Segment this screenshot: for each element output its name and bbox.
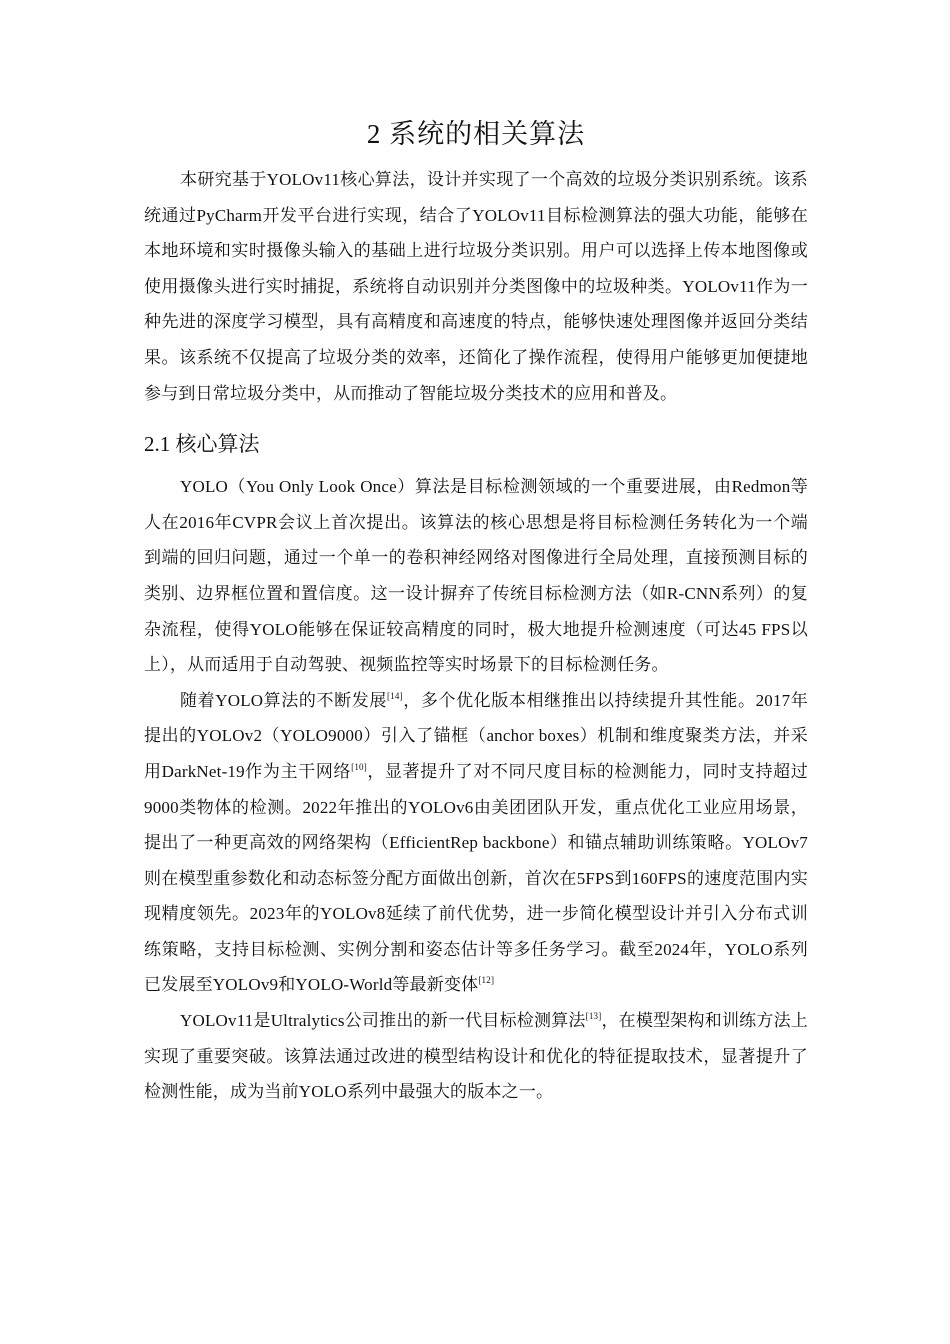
paragraph-text: ，在模型架构和训练方法上实现了重要突破。该算法通过改进的模型结构设计和优化的特征提取技术，显著提升了检测性能，成为当前YOLO系列中最强大的版本之一。 bbox=[144, 1011, 808, 1102]
intro-paragraph: 本研究基于YOLOv11核心算法，设计并实现了一个高效的垃圾分类识别系统。该系统通过PyCharm开发平台进行实现，结合了YOLOv11目标检测算法的强大功能，能够在本地环境和实时摄像头输入的基础上进行垃圾分类识别。用户可以选择上传本地图像或使用摄像头进行实时捕捉，系统将自动识别并分类图像中的垃圾种类。YOLOv11作为一种先进的深度学习模型，具有高精度和高速度的特点，能够快速处理图像并返回分类结果。该系统不仅提高了垃圾分类的效率，还简化了操作流程，使得用户能够更加便捷地参与到日常垃圾分类中，从而推动了智能垃圾分类技术的应用和普及。 bbox=[144, 170, 808, 403]
paragraph-text: YOLOv11是Ultralytics公司推出的新一代目标检测算法 bbox=[180, 1011, 586, 1031]
citation-ref: [13] bbox=[585, 1011, 602, 1022]
paragraph-text: ，多个优化版本相继推出以持续提升其性能。2017年提出的YOLOv2（YOLO9000）引入了锚框（anchor boxes）机制和维度聚类方法，并采用DarkNet-19作为主干网络 bbox=[144, 690, 808, 781]
paragraph-yolo-overview: YOLO（You Only Look Once）算法是目标检测领域的一个重要进展，由Redmon等人在2016年CVPR会议上首次提出。该算法的核心思想是将目标检测任务转化为一个端到端的回归问题，通过一个单一的卷积神经网络对图像进行全局处理，直接预测目标的类别、边界框位置和置信度。这一设计摒弃了传统目标检测方法（如R-CNN系列）的复杂流程，使得YOLO能够在保证较高精度的同时，极大地提升检测速度（可达45 FPS以上），从而适用于自动驾驶、视频监控等实时场景下的目标检测任务。 bbox=[144, 477, 808, 675]
paragraph-text: 随着YOLO算法的不断发展 bbox=[180, 690, 387, 710]
paragraph-yolo-evolution bbox=[144, 683, 808, 1003]
citation-ref: [12] bbox=[478, 975, 495, 986]
citation-ref: [10] bbox=[351, 761, 367, 772]
paragraph-text: ，显著提升了对不同尺度目标的检测能力，同时支持超过9000类物体的检测。2022年推出的YOLOv6由美团团队开发，重点优化工业应用场景，提出了一种更高效的网络架构（EfficientRep backbone）和锚点辅助训练策略。YOLOv7则在模型重参数化和动态标签分配方面做出创新，首次在5FPS到160FPS的速度范围内实现精度领先。2023年的YOLOv8延续了前代优势，进一步简化模型设计并引入分布式训练策略，支持目标检测、实例分割和姿态估计等多任务学习。截至2024年，YOLO系列已发展至YOLOv9和YOLO-World等最新变体 bbox=[144, 761, 809, 995]
page-content bbox=[144, 112, 808, 1110]
paragraph-yolov11 bbox=[144, 1003, 808, 1110]
citation-ref: [14] bbox=[387, 690, 403, 701]
section-title-2-1: 2.1 核心算法 bbox=[144, 432, 260, 457]
chapter-title: 2 系统的相关算法 bbox=[366, 119, 586, 149]
